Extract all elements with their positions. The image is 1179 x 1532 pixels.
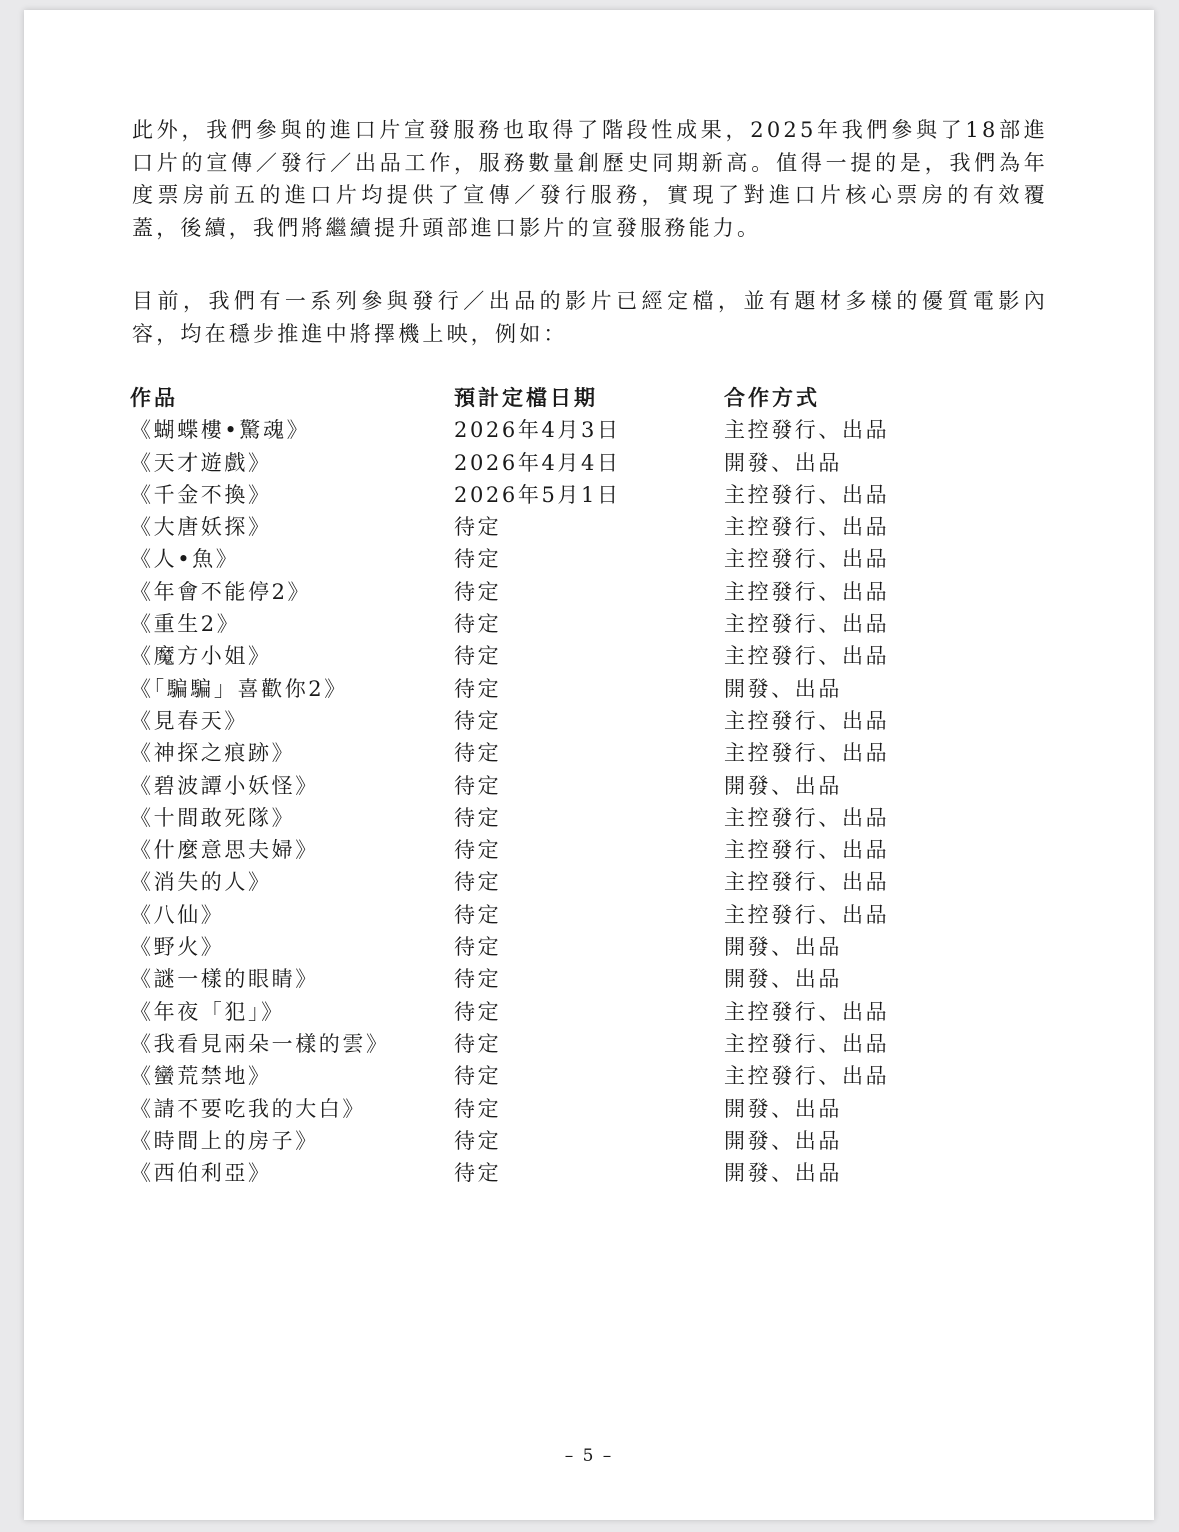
cooperation-mode: 主控發行、出品: [724, 902, 890, 927]
cooperation-mode: 開發、出品: [724, 676, 842, 701]
cooperation-mode: 主控發行、出品: [724, 644, 890, 669]
release-date: 待定: [454, 935, 502, 960]
film-title: 《「騙騙」喜歡你2》: [130, 676, 348, 701]
header-title: 作品: [130, 385, 178, 410]
release-date: 待定: [454, 644, 502, 669]
film-title: 《碧波譚小妖怪》: [130, 773, 319, 798]
cooperation-mode: 開發、出品: [724, 1096, 842, 1121]
table-row: [130, 899, 930, 931]
cooperation-mode: 主控發行、出品: [724, 741, 890, 766]
table-row: [130, 414, 930, 446]
release-date: 待定: [454, 1161, 502, 1186]
release-date: 待定: [454, 902, 502, 927]
table-row: [130, 479, 930, 511]
film-title: 《謎一樣的眼睛》: [130, 967, 319, 992]
film-title: 《見春天》: [130, 708, 248, 733]
release-date: 待定: [454, 1064, 502, 1089]
film-title: 《消失的人》: [130, 870, 272, 895]
release-date: 待定: [454, 999, 502, 1024]
film-title: 《神探之痕跡》: [130, 741, 296, 766]
cooperation-mode: 主控發行、出品: [724, 870, 890, 895]
cooperation-mode: 開發、出品: [724, 967, 842, 992]
release-date: 待定: [454, 579, 502, 604]
table-row: [130, 705, 930, 737]
table-row: [130, 963, 930, 995]
release-date: 2026年5月1日: [454, 482, 621, 507]
table-row: [130, 834, 930, 866]
table-row: [130, 1093, 930, 1125]
film-title: 《野火》: [130, 935, 225, 960]
release-date: 待定: [454, 1096, 502, 1121]
paragraph-import-films: 此外，我們參與的進口片宣發服務也取得了階段性成果，2025年我們參與了18部進口片的宣傳／發行／出品工作，服務數量創歷史同期新高。值得一提的是，我們為年度票房前五的進口片均提供了宣傳／發行服務，實現了對進口片核心票房的有效覆蓋，後續，我們將繼續提升頭部進口影片的宣發服務能力。: [132, 118, 1048, 240]
cooperation-mode: 主控發行、出品: [724, 579, 890, 604]
cooperation-mode: 主控發行、出品: [724, 612, 890, 637]
table-row: [130, 770, 930, 802]
film-title: 《我看見兩朵一樣的雲》: [130, 1031, 390, 1056]
cooperation-mode: 主控發行、出品: [724, 708, 890, 733]
table-header-row: [130, 382, 930, 414]
release-date: 待定: [454, 870, 502, 895]
table-row: [130, 1028, 930, 1060]
table-row: [130, 576, 930, 608]
film-title: 《時間上的房子》: [130, 1128, 319, 1153]
table-row: [130, 1125, 930, 1157]
table-row: [130, 1157, 930, 1189]
table-body: [130, 414, 930, 1189]
cooperation-mode: 主控發行、出品: [724, 418, 890, 443]
table-row: [130, 447, 930, 479]
film-title: 《人•魚》: [130, 547, 240, 572]
release-date: 待定: [454, 741, 502, 766]
film-title: 《十間敢死隊》: [130, 805, 296, 830]
table-row: [130, 543, 930, 575]
table-row: [130, 640, 930, 672]
release-date: 待定: [454, 676, 502, 701]
release-date: 待定: [454, 773, 502, 798]
film-title: 《大唐妖探》: [130, 515, 272, 540]
cooperation-mode: 開發、出品: [724, 935, 842, 960]
page-number: – 5 –: [564, 1446, 614, 1466]
table-row: [130, 802, 930, 834]
header-release-date: 預計定檔日期: [454, 385, 598, 410]
cooperation-mode: 開發、出品: [724, 450, 842, 475]
cooperation-mode: 主控發行、出品: [724, 999, 890, 1024]
films-table: [130, 382, 930, 1189]
cooperation-mode: 開發、出品: [724, 1161, 842, 1186]
table-row: [130, 511, 930, 543]
film-title: 《請不要吃我的大白》: [130, 1096, 366, 1121]
film-title: 《什麼意思夫婦》: [130, 838, 319, 863]
release-date: 待定: [454, 547, 502, 572]
release-date: 待定: [454, 1031, 502, 1056]
release-date: 2026年4月3日: [454, 418, 621, 443]
film-title: 《年夜「犯」》: [130, 999, 285, 1024]
release-date: 待定: [454, 612, 502, 637]
table-row: [130, 866, 930, 898]
cooperation-mode: 主控發行、出品: [724, 547, 890, 572]
film-title: 《千金不換》: [130, 482, 272, 507]
cooperation-mode: 主控發行、出品: [724, 482, 890, 507]
table-row: [130, 996, 930, 1028]
film-title: 《蝴蝶樓•驚魂》: [130, 418, 311, 443]
film-title: 《八仙》: [130, 902, 225, 927]
cooperation-mode: 主控發行、出品: [724, 838, 890, 863]
cooperation-mode: 主控發行、出品: [724, 1031, 890, 1056]
release-date: 待定: [454, 838, 502, 863]
release-date: 待定: [454, 805, 502, 830]
table-row: [130, 737, 930, 769]
cooperation-mode: 主控發行、出品: [724, 1064, 890, 1089]
table-row: [130, 608, 930, 640]
cooperation-mode: 主控發行、出品: [724, 515, 890, 540]
release-date: 待定: [454, 515, 502, 540]
release-date: 待定: [454, 708, 502, 733]
film-title: 《蠻荒禁地》: [130, 1064, 272, 1089]
film-title: 《西伯利亞》: [130, 1161, 272, 1186]
paragraph-upcoming-films: 目前，我們有一系列參與發行／出品的影片已經定檔，並有題材多樣的優質電影內容，均在穩步推進中將擇機上映，例如：: [132, 289, 1048, 346]
table-row: [130, 1060, 930, 1092]
film-title: 《重生2》: [130, 612, 241, 637]
release-date: 待定: [454, 967, 502, 992]
table-row: [130, 931, 930, 963]
cooperation-mode: 開發、出品: [724, 1128, 842, 1153]
cooperation-mode: 開發、出品: [724, 773, 842, 798]
film-title: 《天才遊戲》: [130, 450, 272, 475]
table-row: [130, 673, 930, 705]
release-date: 2026年4月4日: [454, 450, 621, 475]
header-cooperation: 合作方式: [724, 385, 820, 410]
document-page: [24, 10, 1154, 1520]
release-date: 待定: [454, 1128, 502, 1153]
cooperation-mode: 主控發行、出品: [724, 805, 890, 830]
film-title: 《魔方小姐》: [130, 644, 272, 669]
film-title: 《年會不能停2》: [130, 579, 312, 604]
